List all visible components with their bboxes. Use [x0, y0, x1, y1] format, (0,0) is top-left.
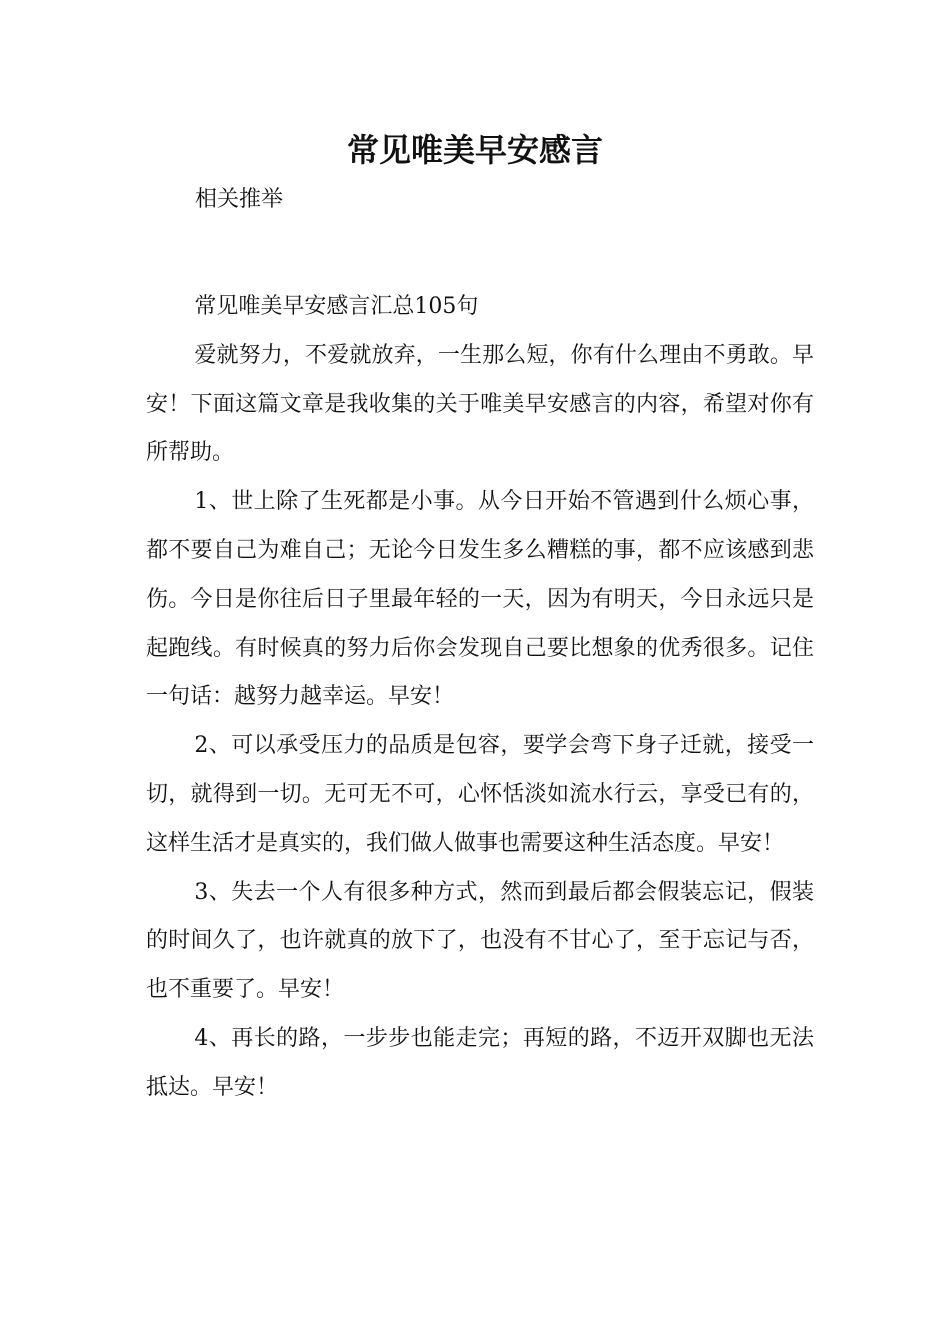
paragraph-item-3: 3、失去一个人有很多种方式，然而到最后都会假装忘记，假装的时间久了，也许就真的放下了，也没有不甘心了，至于忘记与否，也不重要了。早安！: [146, 879, 814, 1003]
document-body: [146, 283, 814, 1113]
paragraph-item-2: 2、可以承受压力的品质是包容，要学会弯下身子迁就，接受一切，就得到一切。无可无不可，心怀恬淡如流水行云，享受已有的，这样生活才是真实的，我们做人做事也需要这种生活态度。早安！: [146, 733, 814, 856]
document-title: 常见唯美早安感言: [346, 131, 603, 169]
intro-paragraph: 爱就努力，不爱就放弃，一生那么短，你有什么理由不勇敢。早安！下面这篇文章是我收集的关于唯美早安感言的内容，希望对你有所帮助。: [146, 342, 814, 466]
subtitle-paragraph: 常见唯美早安感言汇总105句: [194, 294, 479, 319]
related-label: 相关推举: [195, 187, 284, 212]
paragraph-item-4: 4、再长的路，一步步也能走完；再短的路，不迈开双脚也无法抵达。早安！: [146, 1025, 814, 1100]
paragraph-item-1: 1、世上除了生死都是小事。从今日开始不管遇到什么烦心事，都不要自己为难自己；无论今日发生多么糟糕的事，都不应该感到悲伤。今日是你往后日子里最年轻的一天，因为有明天，今日永远只是起跑线。有时候真的努力后你会发现自己要比想象的优秀很多。记住一句话：越努力越幸运。早安！: [146, 489, 814, 710]
